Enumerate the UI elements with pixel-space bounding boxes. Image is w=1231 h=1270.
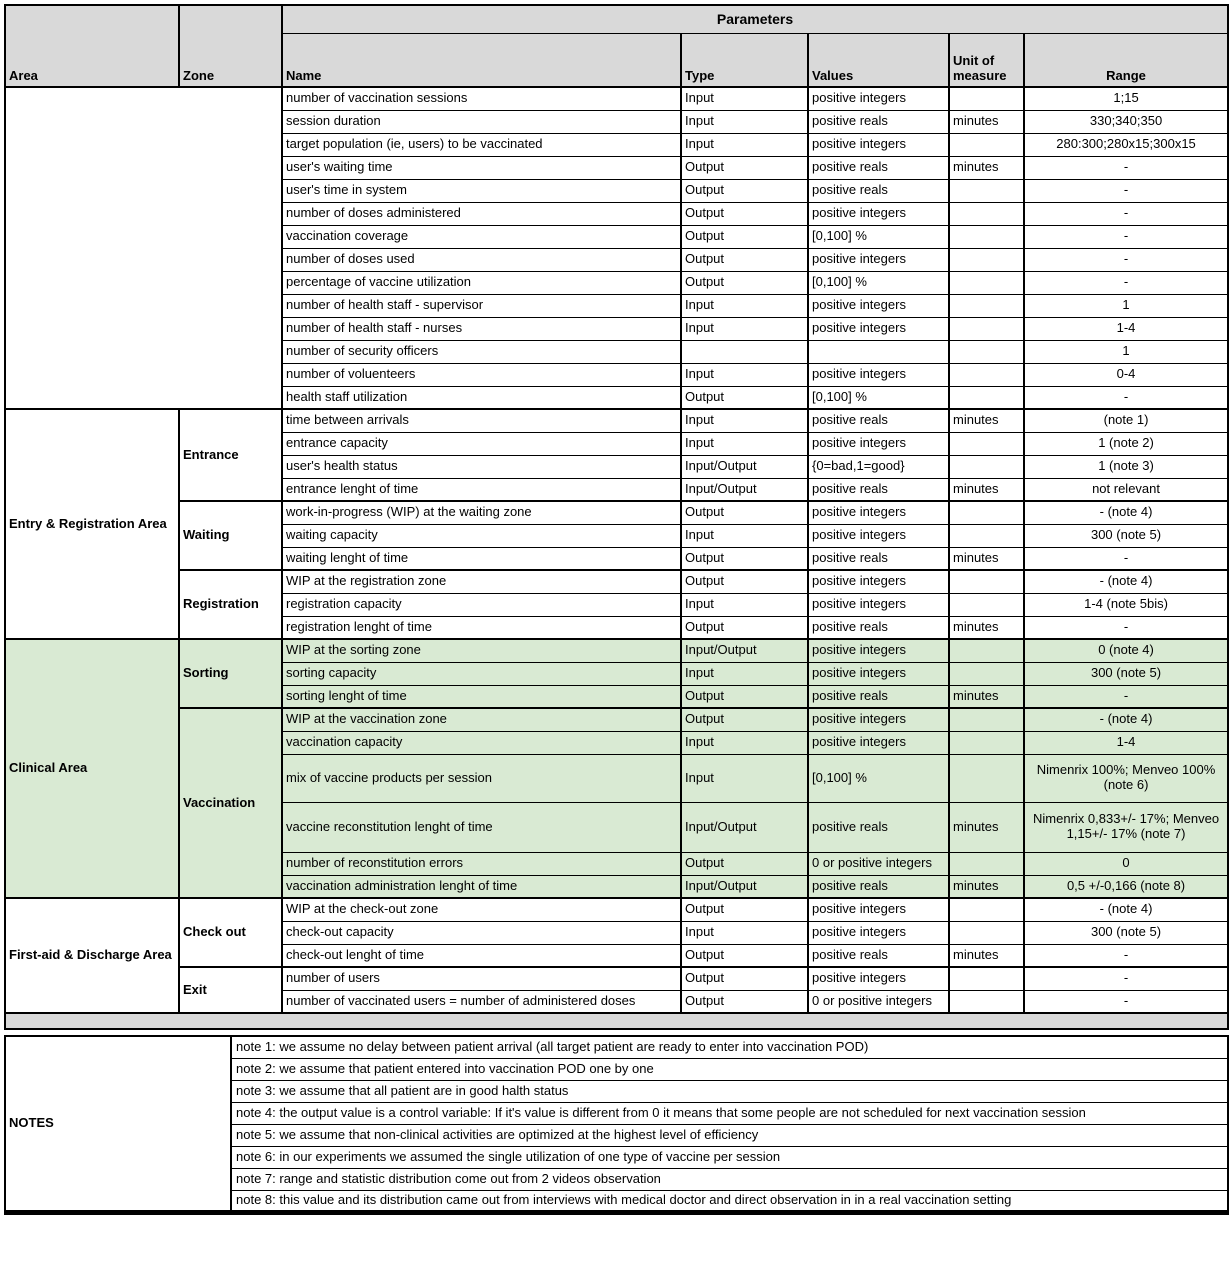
- cell-type: Output: [681, 967, 808, 990]
- cell-unit: minutes: [949, 547, 1024, 570]
- cell-type: Output: [681, 225, 808, 248]
- cell-values: positive reals: [808, 875, 949, 898]
- cell-name: sorting capacity: [282, 662, 681, 685]
- cell-range: 300 (note 5): [1024, 662, 1228, 685]
- cell-type: Output: [681, 501, 808, 524]
- cell-type: Output: [681, 248, 808, 271]
- param-row: [5, 409, 1228, 432]
- cell-values: positive integers: [808, 248, 949, 271]
- cell-type: Output: [681, 179, 808, 202]
- zone-label-vaccination: Vaccination: [179, 708, 282, 898]
- cell-values: positive integers: [808, 363, 949, 386]
- cell-type: Output: [681, 570, 808, 593]
- cell-name: mix of vaccine products per session: [282, 754, 681, 802]
- cell-values: positive integers: [808, 317, 949, 340]
- cell-name: number of doses administered: [282, 202, 681, 225]
- column-header-values: Values: [808, 33, 949, 87]
- cell-values: positive reals: [808, 547, 949, 570]
- cell-name: number of health staff - nurses: [282, 317, 681, 340]
- cell-name: time between arrivals: [282, 409, 681, 432]
- cell-range: -: [1024, 179, 1228, 202]
- cell-name: vaccine reconstitution lenght of time: [282, 802, 681, 852]
- cell-name: vaccination capacity: [282, 731, 681, 754]
- cell-values: positive reals: [808, 478, 949, 501]
- cell-name: number of voluenteers: [282, 363, 681, 386]
- cell-name: percentage of vaccine utilization: [282, 271, 681, 294]
- cell-name: user's health status: [282, 455, 681, 478]
- zone-label-registration: Registration: [179, 570, 282, 639]
- cell-values: positive reals: [808, 616, 949, 639]
- cell-values: positive integers: [808, 133, 949, 156]
- cell-values: positive reals: [808, 685, 949, 708]
- cell-unit: minutes: [949, 478, 1024, 501]
- zone-label-exit: Exit: [179, 967, 282, 1013]
- cell-unit: [949, 179, 1024, 202]
- cell-range: -: [1024, 271, 1228, 294]
- cell-unit: [949, 386, 1024, 409]
- cell-range: -: [1024, 685, 1228, 708]
- cell-range: -: [1024, 616, 1228, 639]
- column-header-area: Area: [5, 5, 179, 87]
- cell-range: 0-4: [1024, 363, 1228, 386]
- cell-name: sorting lenght of time: [282, 685, 681, 708]
- cell-name: WIP at the registration zone: [282, 570, 681, 593]
- cell-unit: [949, 87, 1024, 110]
- cell-values: positive integers: [808, 731, 949, 754]
- cell-name: check-out lenght of time: [282, 944, 681, 967]
- cell-range: 1-4: [1024, 731, 1228, 754]
- cell-range: -: [1024, 202, 1228, 225]
- cell-range: -: [1024, 990, 1228, 1013]
- cell-name: entrance lenght of time: [282, 478, 681, 501]
- cell-values: positive integers: [808, 294, 949, 317]
- cell-unit: [949, 754, 1024, 802]
- cell-values: [0,100] %: [808, 225, 949, 248]
- cell-unit: minutes: [949, 110, 1024, 133]
- cell-values: positive integers: [808, 967, 949, 990]
- cell-unit: minutes: [949, 875, 1024, 898]
- cell-unit: [949, 340, 1024, 363]
- notes-table: [4, 1035, 1229, 1215]
- cell-type: Input: [681, 593, 808, 616]
- param-row: [5, 570, 1228, 593]
- cell-range: 300 (note 5): [1024, 524, 1228, 547]
- cell-name: number of reconstitution errors: [282, 852, 681, 875]
- cell-values: positive reals: [808, 110, 949, 133]
- cell-range: 280:300;280x15;300x15: [1024, 133, 1228, 156]
- cell-unit: [949, 501, 1024, 524]
- cell-name: WIP at the sorting zone: [282, 639, 681, 662]
- cell-range: Nimenrix 100%; Menveo 100% (note 6): [1024, 754, 1228, 802]
- cell-values: [0,100] %: [808, 271, 949, 294]
- cell-range: 1 (note 3): [1024, 455, 1228, 478]
- cell-values: positive integers: [808, 501, 949, 524]
- zone-label-entrance: Entrance: [179, 409, 282, 501]
- area-label-entry-registration: Entry & Registration Area: [5, 409, 179, 639]
- cell-range: - (note 4): [1024, 501, 1228, 524]
- cell-type: Input: [681, 317, 808, 340]
- separator-row: [5, 1013, 1228, 1029]
- cell-range: -: [1024, 944, 1228, 967]
- cell-values: 0 or positive integers: [808, 852, 949, 875]
- cell-unit: [949, 524, 1024, 547]
- cell-unit: [949, 317, 1024, 340]
- cell-type: Input: [681, 363, 808, 386]
- cell-type: Input: [681, 409, 808, 432]
- cell-type: Output: [681, 386, 808, 409]
- cell-range: 1-4: [1024, 317, 1228, 340]
- cell-type: Input: [681, 662, 808, 685]
- column-header-type: Type: [681, 33, 808, 87]
- cell-unit: [949, 363, 1024, 386]
- cell-range: Nimenrix 0,833+/- 17%; Menveo 1,15+/- 17% (note 7): [1024, 802, 1228, 852]
- cell-values: positive integers: [808, 662, 949, 685]
- cell-unit: [949, 455, 1024, 478]
- cell-range: 0: [1024, 852, 1228, 875]
- cell-type: Input: [681, 133, 808, 156]
- cell-unit: [949, 248, 1024, 271]
- note-text: note 7: range and statistic distribution come out from 2 videos observation: [231, 1168, 1228, 1190]
- cell-values: positive integers: [808, 639, 949, 662]
- cell-unit: [949, 921, 1024, 944]
- note-text: note 6: in our experiments we assumed the single utilization of one type of vaccine per session: [231, 1146, 1228, 1168]
- cell-values: [808, 340, 949, 363]
- cell-range: (note 1): [1024, 409, 1228, 432]
- cell-name: WIP at the check-out zone: [282, 898, 681, 921]
- cell-name: entrance capacity: [282, 432, 681, 455]
- table-title: Parameters: [282, 5, 1228, 33]
- cell-type: Input: [681, 754, 808, 802]
- cell-values: positive reals: [808, 409, 949, 432]
- cell-type: Input/Output: [681, 478, 808, 501]
- cell-name: waiting capacity: [282, 524, 681, 547]
- param-row: [5, 708, 1228, 731]
- cell-unit: [949, 294, 1024, 317]
- cell-values: positive integers: [808, 708, 949, 731]
- param-row: [5, 501, 1228, 524]
- header-row-title: [5, 5, 1228, 33]
- cell-type: Input/Output: [681, 639, 808, 662]
- cell-unit: [949, 432, 1024, 455]
- cell-type: Input: [681, 432, 808, 455]
- cell-type: Output: [681, 271, 808, 294]
- cell-type: Input/Output: [681, 455, 808, 478]
- cell-unit: [949, 852, 1024, 875]
- cell-name: number of vaccinated users = number of administered doses: [282, 990, 681, 1013]
- cell-type: [681, 340, 808, 363]
- cell-range: 330;340;350: [1024, 110, 1228, 133]
- area-label-firstaid-discharge: First-aid & Discharge Area: [5, 898, 179, 1013]
- area-zone-empty-cell: [5, 87, 282, 409]
- cell-values: [0,100] %: [808, 754, 949, 802]
- note-row: [5, 1036, 1228, 1058]
- cell-name: registration lenght of time: [282, 616, 681, 639]
- cell-unit: [949, 225, 1024, 248]
- cell-unit: [949, 967, 1024, 990]
- cell-range: - (note 4): [1024, 898, 1228, 921]
- cell-range: 1: [1024, 294, 1228, 317]
- cell-type: Output: [681, 202, 808, 225]
- cell-range: -: [1024, 248, 1228, 271]
- cell-name: check-out capacity: [282, 921, 681, 944]
- cell-range: -: [1024, 156, 1228, 179]
- cell-values: positive reals: [808, 179, 949, 202]
- cell-values: positive integers: [808, 87, 949, 110]
- cell-values: positive reals: [808, 944, 949, 967]
- cell-range: - (note 4): [1024, 570, 1228, 593]
- zone-label-sorting: Sorting: [179, 639, 282, 708]
- separator-cell: [5, 1013, 1228, 1029]
- cell-name: session duration: [282, 110, 681, 133]
- cell-type: Input: [681, 87, 808, 110]
- cell-values: positive integers: [808, 202, 949, 225]
- cell-name: registration capacity: [282, 593, 681, 616]
- cell-name: number of health staff - supervisor: [282, 294, 681, 317]
- cell-values: positive integers: [808, 593, 949, 616]
- cell-name: waiting lenght of time: [282, 547, 681, 570]
- cell-unit: [949, 731, 1024, 754]
- cell-range: 1-4 (note 5bis): [1024, 593, 1228, 616]
- cell-type: Output: [681, 944, 808, 967]
- cell-name: user's time in system: [282, 179, 681, 202]
- cell-range: 1 (note 2): [1024, 432, 1228, 455]
- cell-values: positive integers: [808, 524, 949, 547]
- cell-unit: [949, 593, 1024, 616]
- cell-type: Input: [681, 921, 808, 944]
- cell-type: Output: [681, 547, 808, 570]
- cell-name: number of doses used: [282, 248, 681, 271]
- cell-values: positive integers: [808, 432, 949, 455]
- zone-label-checkout: Check out: [179, 898, 282, 967]
- cell-range: 0,5 +/-0,166 (note 8): [1024, 875, 1228, 898]
- cell-name: health staff utilization: [282, 386, 681, 409]
- cell-unit: [949, 133, 1024, 156]
- cell-unit: [949, 662, 1024, 685]
- cell-values: positive integers: [808, 898, 949, 921]
- cell-unit: minutes: [949, 409, 1024, 432]
- cell-unit: minutes: [949, 616, 1024, 639]
- cell-type: Output: [681, 990, 808, 1013]
- cell-unit: minutes: [949, 802, 1024, 852]
- cell-type: Output: [681, 708, 808, 731]
- cell-unit: [949, 898, 1024, 921]
- cell-range: -: [1024, 386, 1228, 409]
- note-text: note 4: the output value is a control variable: If it's value is different from 0 it means that some people are not scheduled for next vaccination session: [231, 1102, 1228, 1124]
- cell-range: 1: [1024, 340, 1228, 363]
- cell-name: vaccination coverage: [282, 225, 681, 248]
- cell-values: [0,100] %: [808, 386, 949, 409]
- cell-values: {0=bad,1=good}: [808, 455, 949, 478]
- cell-range: not relevant: [1024, 478, 1228, 501]
- param-row: [5, 87, 1228, 110]
- cell-name: user's waiting time: [282, 156, 681, 179]
- cell-name: vaccination administration lenght of time: [282, 875, 681, 898]
- column-header-range: Range: [1024, 33, 1228, 87]
- cell-type: Output: [681, 898, 808, 921]
- cell-type: Input/Output: [681, 875, 808, 898]
- cell-name: number of security officers: [282, 340, 681, 363]
- cell-type: Output: [681, 852, 808, 875]
- cell-range: - (note 4): [1024, 708, 1228, 731]
- cell-range: -: [1024, 967, 1228, 990]
- cell-values: positive integers: [808, 921, 949, 944]
- cell-type: Input: [681, 731, 808, 754]
- cell-name: number of users: [282, 967, 681, 990]
- cell-type: Output: [681, 616, 808, 639]
- zone-label-waiting: Waiting: [179, 501, 282, 570]
- cell-name: work-in-progress (WIP) at the waiting zone: [282, 501, 681, 524]
- cell-unit: [949, 202, 1024, 225]
- cell-name: target population (ie, users) to be vaccinated: [282, 133, 681, 156]
- note-text: note 1: we assume no delay between patient arrival (all target patient are ready to enter into vaccination POD): [231, 1036, 1228, 1058]
- cell-values: positive reals: [808, 802, 949, 852]
- cell-type: Input: [681, 110, 808, 133]
- param-row: [5, 898, 1228, 921]
- column-header-name: Name: [282, 33, 681, 87]
- cell-range: -: [1024, 225, 1228, 248]
- param-row: [5, 639, 1228, 662]
- cell-unit: [949, 570, 1024, 593]
- cell-values: positive integers: [808, 570, 949, 593]
- cell-unit: [949, 708, 1024, 731]
- cell-type: Output: [681, 685, 808, 708]
- cell-unit: minutes: [949, 944, 1024, 967]
- cell-range: 300 (note 5): [1024, 921, 1228, 944]
- cell-name: number of vaccination sessions: [282, 87, 681, 110]
- cell-range: 1;15: [1024, 87, 1228, 110]
- cell-unit: [949, 271, 1024, 294]
- note-text: note 2: we assume that patient entered into vaccination POD one by one: [231, 1058, 1228, 1080]
- parameters-table: [4, 4, 1229, 1030]
- cell-name: WIP at the vaccination zone: [282, 708, 681, 731]
- note-text: note 5: we assume that non-clinical activities are optimized at the highest level of efficiency: [231, 1124, 1228, 1146]
- cell-values: positive reals: [808, 156, 949, 179]
- cell-unit: minutes: [949, 156, 1024, 179]
- cell-range: 0 (note 4): [1024, 639, 1228, 662]
- column-header-zone: Zone: [179, 5, 282, 87]
- cell-unit: [949, 639, 1024, 662]
- notes-label: NOTES: [5, 1036, 231, 1212]
- cell-range: -: [1024, 547, 1228, 570]
- cell-type: Input/Output: [681, 802, 808, 852]
- area-label-clinical: Clinical Area: [5, 639, 179, 898]
- cell-unit: minutes: [949, 685, 1024, 708]
- cell-values: 0 or positive integers: [808, 990, 949, 1013]
- cell-type: Input: [681, 524, 808, 547]
- column-header-unit: Unit of measure: [949, 33, 1024, 87]
- param-row: [5, 967, 1228, 990]
- cell-unit: [949, 990, 1024, 1013]
- cell-type: Input: [681, 294, 808, 317]
- note-text: note 3: we assume that all patient are in good halth status: [231, 1080, 1228, 1102]
- cell-type: Output: [681, 156, 808, 179]
- note-text: note 8: this value and its distribution came out from interviews with medical doctor and direct observation in in a real vaccination setting: [231, 1190, 1228, 1212]
